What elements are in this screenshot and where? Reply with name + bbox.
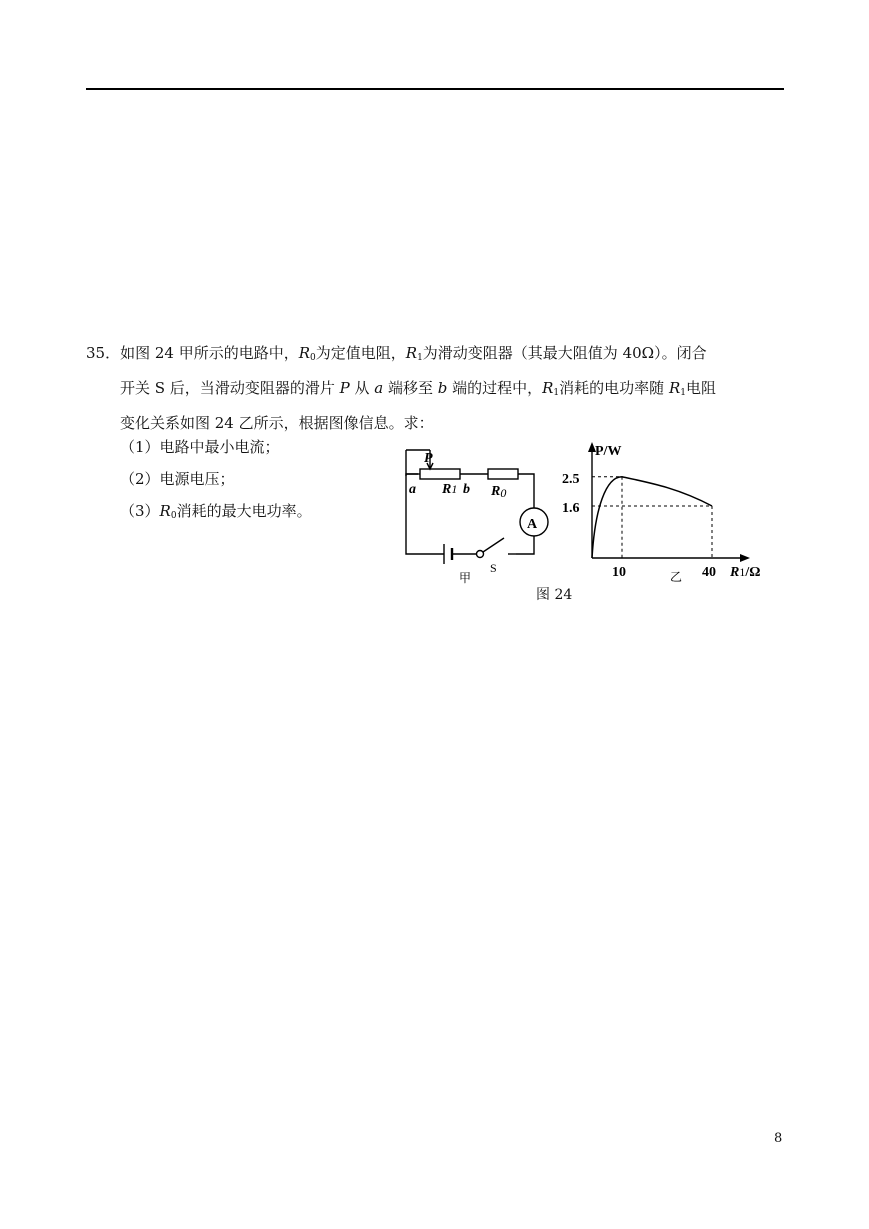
power-graph — [562, 442, 750, 580]
label-r1: R1 — [442, 482, 458, 497]
r0-resistor — [488, 469, 518, 479]
guide-lines — [592, 477, 712, 558]
subquestion-1: （1）电路中最小电流； — [120, 438, 280, 456]
wire-right-top — [518, 474, 534, 508]
r1-resistor — [420, 469, 460, 479]
circuit-diagram — [406, 450, 548, 564]
subquestion-3: $(3)R_0$消耗的最大电功率。 — [120, 502, 312, 521]
ammeter-label: A — [527, 517, 538, 532]
power-curve — [592, 477, 712, 558]
label-a: a — [409, 482, 416, 497]
page-number: 8 — [774, 1131, 783, 1146]
question-35 — [86, 338, 786, 438]
x-axis-label: R1/Ω — [730, 565, 761, 580]
switch-pivot — [477, 551, 484, 558]
figure-24 — [390, 436, 780, 584]
label-jia: 甲 — [459, 571, 472, 584]
x-tick-label: 10 — [612, 565, 626, 580]
figure-caption: 图 24 — [536, 587, 573, 603]
label-s: S — [490, 561, 497, 575]
wire-right-bottom — [516, 536, 534, 554]
y-tick-label: 2.5 — [562, 471, 580, 487]
tick-labels — [562, 472, 716, 580]
label-r0: R0 — [491, 484, 507, 500]
question-line-2: 开关 S 后，当滑动变阻器的滑片 P 从 a 端移至 b 端的过程中，$R_1$消耗的电功率随 $R_1$电阻 — [120, 379, 716, 398]
subquestion-2: （2）电源电压； — [120, 470, 235, 488]
question-line-1: 35．如图 24 甲所示的电路中，$R_0$为定值电阻，$R_1$为滑动变阻器（其最大阻值为 40Ω）。闭合 — [86, 344, 707, 363]
question-number: 35． — [86, 344, 121, 362]
header-rule — [86, 88, 784, 90]
x-tick-label: 40 — [702, 565, 716, 580]
label-p: P — [424, 451, 433, 466]
y-tick-label: 1.6 — [562, 501, 580, 516]
question-line-3: 变化关系如图 24 乙所示，根据图像信息。求： — [120, 414, 434, 432]
switch-blade — [483, 538, 504, 552]
label-yi: 乙 — [670, 570, 683, 584]
label-b: b — [463, 482, 470, 497]
y-axis-label: P/W — [595, 444, 622, 459]
x-axis-arrow — [740, 554, 750, 562]
